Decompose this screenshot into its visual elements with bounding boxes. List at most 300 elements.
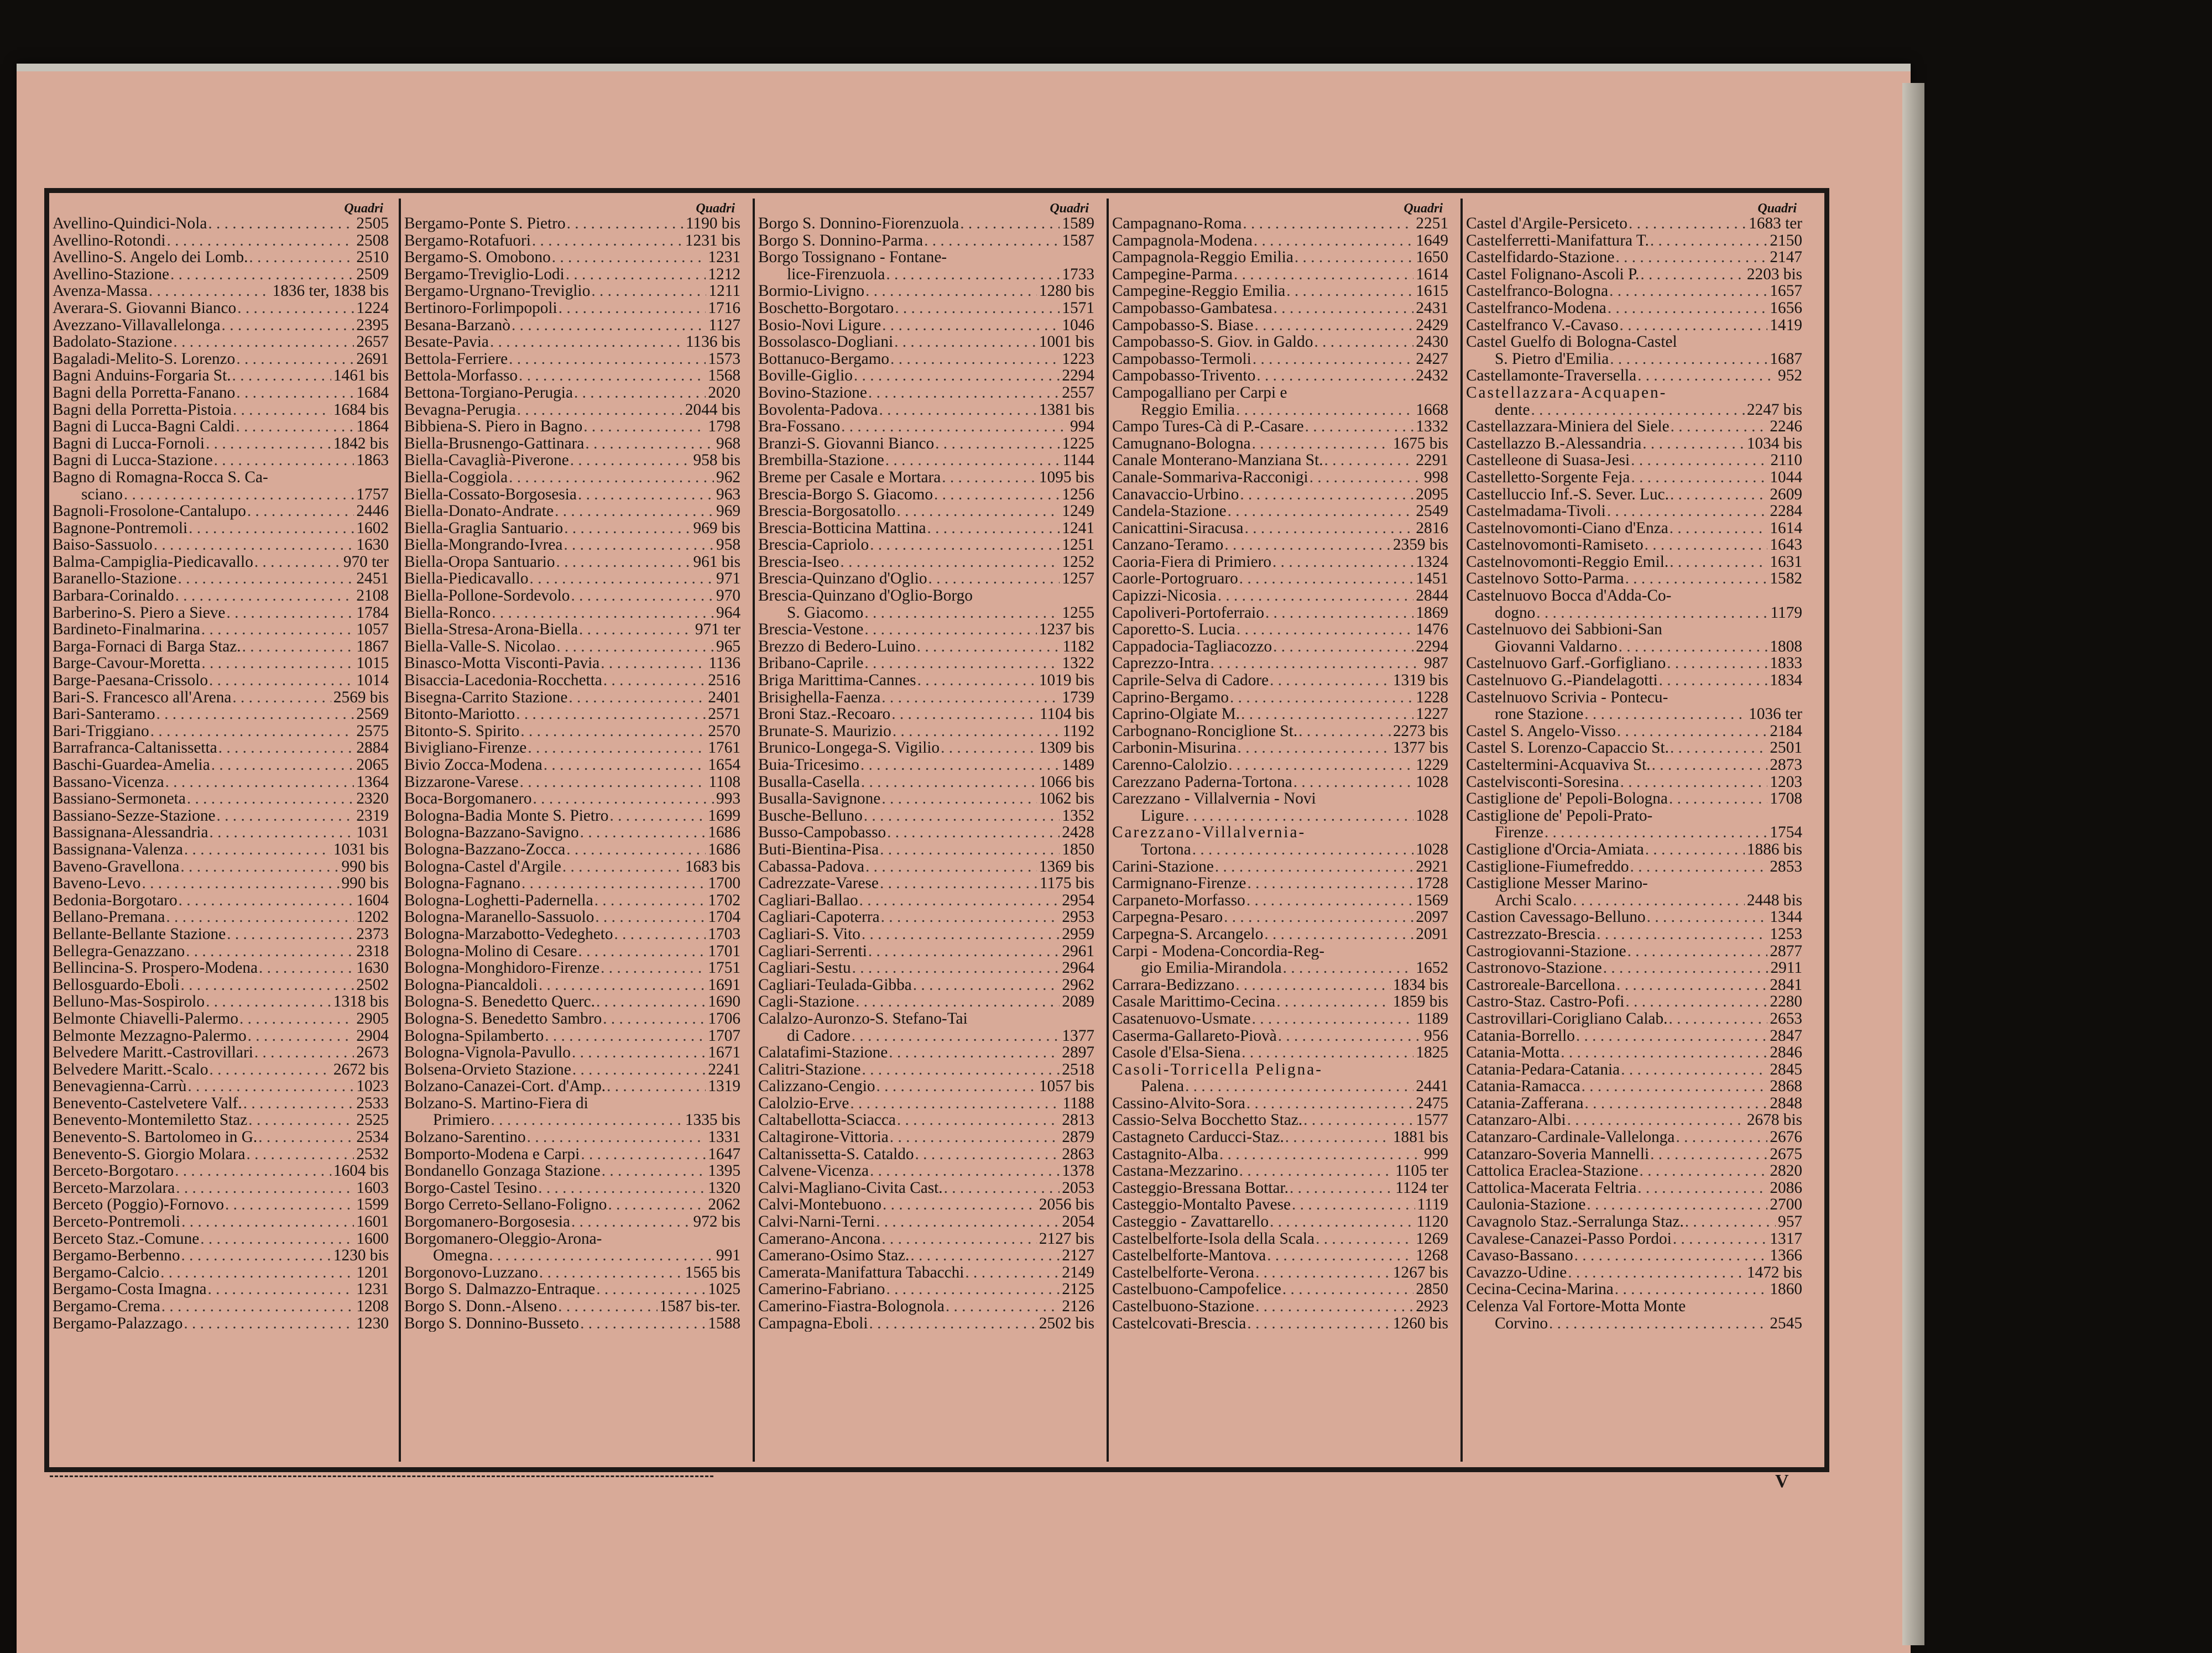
entry-quadro: 1601 (356, 1213, 389, 1230)
index-entry (758, 706, 1100, 723)
entry-name: Bondanello Gonzaga Stazione (404, 1162, 601, 1180)
dot-leader (885, 266, 1060, 283)
dot-leader (186, 790, 354, 807)
entry-name: Canale Monterano-Manziana St. (1112, 452, 1323, 469)
entry-name: Brembilla-Stazione (758, 452, 884, 469)
index-entry (1466, 1298, 1808, 1315)
index-entry (53, 875, 394, 892)
dot-leader (1255, 367, 1413, 384)
index-entry (53, 841, 394, 858)
entry-quadro: 1318 bis (333, 993, 389, 1010)
entry-name: Baranello-Stazione (53, 570, 177, 588)
entry-quadro: 1028 (1416, 807, 1448, 825)
entry-quadro: 2534 (356, 1129, 389, 1146)
entry-quadro: 2549 (1416, 503, 1448, 520)
dot-leader (1624, 993, 1767, 1010)
index-entry (1112, 351, 1454, 368)
entry-name: Cassino-Alvito-Sora (1112, 1094, 1245, 1112)
index-entry (1112, 1095, 1454, 1112)
index-entry (404, 317, 746, 334)
dot-leader (1288, 1180, 1393, 1197)
entry-quadro: 2062 (708, 1196, 740, 1214)
entry-quadro: 1569 (1416, 891, 1448, 909)
dot-leader (526, 739, 706, 757)
entry-quadro: 1320 (708, 1179, 740, 1197)
entry-name: Caulonia-Stazione (1466, 1196, 1586, 1214)
dot-leader (205, 993, 331, 1010)
dot-leader (538, 1264, 683, 1281)
entry-name: Casteggio-Bressana Bottar. (1112, 1179, 1288, 1197)
entry-name: Castana-Mezzarino (1112, 1162, 1238, 1180)
index-entry (404, 655, 746, 672)
entry-quadro: 2318 (356, 942, 389, 960)
dot-leader (864, 283, 1037, 300)
index-entry (1112, 317, 1454, 334)
index-entry (404, 300, 746, 317)
entry-name: Campogalliano per Carpi e (1112, 384, 1287, 401)
entry-name: Castel S. Lorenzo-Capaccio St. (1466, 739, 1669, 757)
entry-quadro: 1119 (1417, 1196, 1448, 1214)
dot-leader (943, 1180, 1060, 1197)
index-entry (404, 841, 746, 858)
index-entry (404, 706, 746, 723)
entry-quadro: 1701 (708, 942, 740, 960)
entry-name: Bologna-Maranello-Sassuolo (404, 909, 594, 926)
entry-name: Cadrezzate-Varese (758, 875, 879, 892)
index-entry (404, 621, 746, 638)
entry-name: Cagliari-Serrenti (758, 942, 867, 960)
entry-quadro: 2056 bis (1039, 1196, 1094, 1214)
entry-quadro: 1654 (708, 757, 740, 774)
index-entry (1466, 723, 1808, 740)
index-entry (758, 249, 1100, 266)
entry-quadro: 1573 (708, 350, 740, 368)
bottom-rule (50, 1475, 713, 1479)
index-entry (1466, 232, 1808, 249)
entry-quadro: 1202 (356, 909, 389, 926)
dot-leader (253, 554, 341, 571)
dot-leader (879, 841, 1060, 858)
entry-name: Bormio-Livigno (758, 283, 865, 300)
entry-name: Bergamo-Crema (53, 1298, 160, 1315)
entry-name: Biella-Brusnengo-Gattinara (404, 435, 585, 452)
entry-name: Casoli-Torricella Peligna- (1112, 1061, 1323, 1078)
entry-quadro: 957 (1778, 1213, 1802, 1230)
index-entry (53, 1044, 394, 1061)
dot-leader (859, 757, 1060, 774)
dot-leader (520, 875, 706, 892)
dot-leader (606, 1078, 706, 1095)
entry-name: rone Stazione (1495, 706, 1584, 723)
index-entry (758, 977, 1100, 994)
index-entry (1466, 943, 1808, 960)
index-entry (1466, 1230, 1808, 1248)
dot-leader (1297, 723, 1391, 740)
entry-quadro: 2569 (356, 706, 389, 723)
dot-leader (1575, 1028, 1768, 1045)
entry-quadro: 1335 bis (685, 1112, 740, 1129)
entry-name: Corvino (1495, 1315, 1548, 1332)
dot-leader (1191, 841, 1414, 858)
entry-name: Castellazzo B.-Alessandria (1466, 435, 1642, 452)
index-entry (53, 351, 394, 368)
dot-leader (909, 1247, 1060, 1264)
entry-name: Brunico-Longega-S. Vigilio (758, 739, 940, 757)
index-entry (758, 266, 1100, 283)
entry-name: Bossolasco-Dogliani (758, 333, 894, 351)
entry-quadro: 1364 (356, 773, 389, 791)
entry-quadro: 1706 (708, 1010, 740, 1028)
entry-name: Canzano-Teramo (1112, 536, 1224, 554)
entry-name: Castelluccio Inf.-S. Sever. Luc. (1466, 486, 1669, 503)
index-entry (53, 1247, 394, 1264)
index-entry (758, 1146, 1100, 1163)
entry-name: Castel Guelfo di Bologna-Castel (1466, 333, 1677, 351)
index-entry (758, 469, 1100, 486)
entry-quadro: 1036 ter (1749, 706, 1802, 723)
index-entry (1466, 774, 1808, 791)
entry-quadro: 1260 bis (1392, 1315, 1448, 1332)
entry-quadro: 2609 (1770, 486, 1802, 503)
entry-quadro: 1700 (708, 875, 740, 892)
index-entry (404, 249, 746, 266)
index-entry (53, 469, 394, 486)
entry-name: Brunate-S. Maurizio (758, 722, 891, 740)
dot-leader (895, 503, 1060, 520)
dot-leader (557, 300, 706, 317)
entry-name: Busalla-Savignone (758, 790, 881, 807)
index-entry (53, 266, 394, 283)
entry-name: Castellazzara-Miniera del Siele (1466, 418, 1670, 435)
index-entry (1466, 520, 1808, 537)
index-entry (1466, 1044, 1808, 1061)
entry-name: Brescia-Borgo S. Giacomo (758, 486, 933, 503)
entry-quadro: 2273 bis (1392, 722, 1448, 740)
dot-leader (1227, 503, 1414, 520)
entry-quadro: 1366 (1770, 1247, 1802, 1264)
entry-quadro: 1603 (356, 1179, 389, 1197)
entry-quadro: 1120 (1416, 1213, 1448, 1230)
entry-quadro: 968 (716, 435, 740, 452)
index-entry (53, 807, 394, 825)
entry-name: Castrezzato-Brescia (1466, 925, 1596, 943)
dot-leader (571, 1044, 706, 1061)
entry-name: Bosio-Novi Ligure (758, 316, 881, 334)
dot-leader (508, 351, 706, 368)
dot-leader (490, 1112, 683, 1129)
index-entry (1112, 1213, 1454, 1230)
entry-quadro: 2184 (1770, 722, 1802, 740)
entry-name: Casole d'Elsa-Siena (1112, 1044, 1241, 1061)
index-entry (53, 1315, 394, 1332)
dot-leader (175, 1180, 354, 1197)
index-entry (53, 401, 394, 419)
dot-leader (200, 655, 354, 672)
entry-name: Calvi-Narni-Terni (758, 1213, 875, 1230)
index-entry (1112, 1044, 1454, 1061)
entry-quadro: 2319 (356, 807, 389, 825)
index-entry (1466, 739, 1808, 757)
index-entry (1466, 841, 1808, 858)
dot-leader (1668, 790, 1767, 807)
column-4 (1112, 202, 1454, 1462)
index-entry (1466, 1213, 1808, 1230)
entry-quadro: 1863 (356, 452, 389, 469)
index-entry (1112, 993, 1454, 1010)
entry-name: Bagni Anduins-Forgaria St. (53, 367, 231, 384)
index-entry (53, 418, 394, 435)
entry-name: Castelletto-Sorgente Feja (1466, 468, 1630, 486)
entry-name: Caoria-Fiera di Primiero (1112, 553, 1272, 571)
entry-quadro: 1643 (1770, 536, 1802, 554)
entry-quadro: 1377 (1062, 1027, 1094, 1045)
dot-leader (258, 960, 354, 977)
index-entry (758, 554, 1100, 571)
dot-leader (563, 520, 691, 537)
dot-leader (869, 1162, 1060, 1180)
dot-leader (537, 1180, 706, 1197)
index-entry (1112, 283, 1454, 300)
index-entry (1112, 1129, 1454, 1146)
column-heading: Quadri (344, 201, 383, 216)
dot-leader (1630, 469, 1767, 486)
entry-name: Candela-Stazione (1112, 503, 1227, 520)
dot-leader (914, 1146, 1060, 1163)
entry-name: Boville-Giglio (758, 367, 853, 384)
entry-name: Barberino-S. Piero a Sieve (53, 604, 226, 622)
entry-quadro: 1269 (1416, 1230, 1448, 1248)
dot-leader (880, 689, 1060, 706)
entry-quadro: 2505 (356, 215, 389, 232)
entry-name: Cagliari-Sestu (758, 960, 851, 977)
entry-name: Borgonovo-Luzzano (404, 1264, 538, 1281)
index-entry (404, 1247, 746, 1264)
entry-name: Benevento-S. Giorgio Molara (53, 1145, 246, 1163)
dot-leader (149, 723, 354, 740)
entry-quadro: 1369 bis (1039, 858, 1094, 875)
entry-quadro: 990 bis (341, 875, 389, 892)
entry-name: Castelbuono-Stazione (1112, 1298, 1255, 1315)
entry-name: Castelnovo Sotto-Parma (1466, 570, 1624, 588)
entry-name: Bergamo-Urgnano-Treviglio (404, 283, 591, 300)
dot-leader (1246, 1315, 1390, 1332)
entry-name: Caporetto-S. Lucia (1112, 621, 1235, 638)
entry-quadro: 1630 (356, 960, 389, 977)
entry-name: sciano (81, 486, 123, 503)
index-entry (758, 367, 1100, 384)
entry-name: Caserma-Gallareto-Piovà (1112, 1027, 1277, 1045)
entry-quadro: 991 (716, 1247, 740, 1264)
entry-quadro: 2086 (1770, 1179, 1802, 1197)
entry-quadro: 2575 (356, 722, 389, 740)
index-entry (1466, 266, 1808, 283)
entry-name: Caprezzo-Intra (1112, 655, 1209, 672)
entry-name: Brisighella-Faenza (758, 689, 881, 706)
entry-quadro: 2525 (356, 1112, 389, 1129)
entry-name: Belvedere Maritt.-Castrovillari (53, 1044, 253, 1061)
entry-name: Castel d'Argile-Persiceto (1466, 215, 1627, 232)
dot-leader (1626, 943, 1768, 960)
entry-quadro: 2451 (356, 570, 389, 588)
index-entry (1112, 1315, 1454, 1332)
dot-leader (577, 943, 706, 960)
dot-leader (1251, 435, 1391, 452)
dot-leader (562, 536, 714, 554)
entry-quadro: 2545 (1770, 1315, 1802, 1332)
dot-leader (1237, 739, 1391, 757)
entry-name: di Cadore (787, 1027, 851, 1045)
entry-name: Bologna-Vignola-Pavullo (404, 1044, 571, 1061)
entry-quadro: 1031 bis (333, 841, 389, 858)
dot-leader (861, 1061, 1060, 1078)
entry-quadro: 1378 (1062, 1162, 1094, 1180)
index-entry (758, 858, 1100, 875)
dot-leader (580, 1146, 706, 1163)
dot-leader (864, 858, 1037, 875)
index-entry (1112, 249, 1454, 266)
entry-name: Cagliari-S. Vito (758, 925, 860, 943)
entry-quadro: 1255 (1062, 604, 1094, 622)
dot-leader (183, 841, 331, 858)
entry-name: Campegine-Parma (1112, 265, 1233, 283)
dot-leader (238, 1010, 354, 1028)
entry-quadro: 2065 (356, 757, 389, 774)
index-entry (404, 1028, 746, 1045)
entry-quadro: 2844 (1416, 587, 1448, 604)
index-entry (404, 824, 746, 841)
dot-leader (927, 570, 1060, 587)
entry-name: Bologna-Marzabotto-Vedegheto (404, 925, 613, 943)
index-entry (404, 536, 746, 554)
dot-leader (532, 790, 714, 807)
dot-leader (542, 757, 706, 774)
entry-quadro: 1733 (1062, 265, 1094, 283)
dot-leader (186, 1078, 354, 1095)
entry-quadro: 1224 (356, 299, 389, 317)
entry-name: Camerino-Fiastra-Bolognola (758, 1298, 945, 1315)
dot-leader (555, 554, 691, 571)
entry-quadro: 1344 (1770, 909, 1802, 926)
entry-name: Baveno-Levo (53, 875, 141, 892)
entry-name: Bassiano-Sermoneta (53, 790, 186, 807)
entry-name: Castagnito-Alba (1112, 1145, 1219, 1163)
entry-quadro: 2923 (1416, 1298, 1448, 1315)
index-entry (404, 351, 746, 368)
entry-quadro: 958 (716, 536, 740, 554)
entry-name: Palena (1141, 1078, 1185, 1095)
dot-leader (881, 1196, 1037, 1213)
index-entry (1112, 960, 1454, 977)
entry-name: Castelfranco-Modena (1466, 299, 1606, 317)
index-entry (404, 1315, 746, 1332)
entry-quadro: 1631 (1770, 553, 1802, 571)
entry-name: Catanzaro-Soveria Mannelli (1466, 1145, 1650, 1163)
dot-leader (916, 672, 1037, 689)
column-3 (758, 202, 1100, 1462)
entry-name: Bari-Triggiano (53, 722, 149, 740)
entry-quadro: 1565 bis (685, 1264, 740, 1281)
entry-quadro: 1808 (1770, 638, 1802, 655)
dot-leader (1584, 1095, 1768, 1112)
index-entry (53, 1061, 394, 1078)
index-entry (1112, 621, 1454, 638)
entry-quadro: 1280 bis (1039, 283, 1094, 300)
dot-leader (1619, 317, 1768, 334)
entry-name: Castronovo-Stazione (1466, 960, 1602, 977)
entry-name: Bellante-Bellante Stazione (53, 925, 226, 943)
dot-leader (959, 215, 1060, 232)
entry-name: Boca-Borgomanero (404, 790, 532, 807)
index-entry (1112, 503, 1454, 520)
dot-leader (225, 604, 354, 622)
index-entry (1466, 1196, 1808, 1213)
dot-leader (165, 909, 354, 926)
entry-name: Castiglione de' Pepoli-Prato- (1466, 807, 1653, 825)
entry-quadro: 963 (716, 486, 740, 503)
index-entry (1112, 977, 1454, 994)
dot-leader (570, 587, 714, 604)
index-entry (404, 232, 746, 249)
dot-leader (1254, 1264, 1391, 1281)
index-entry (758, 401, 1100, 419)
index-entry (404, 638, 746, 655)
index-entry (1466, 435, 1808, 452)
entry-name: Carbognano-Ronciglione St. (1112, 722, 1298, 740)
index-entry (404, 1095, 746, 1112)
index-entry (404, 757, 746, 774)
dot-leader (593, 892, 706, 909)
index-entry (53, 249, 394, 266)
entry-quadro: 2953 (1062, 909, 1094, 926)
index-entry (758, 1298, 1100, 1315)
entry-name: Belluno-Mas-Sospirolo (53, 993, 205, 1010)
index-entry (1112, 215, 1454, 232)
entry-name: Busso-Campobasso (758, 824, 886, 841)
dot-leader (1238, 570, 1414, 587)
dot-leader (1227, 757, 1413, 774)
entry-quadro: 2673 (356, 1044, 389, 1061)
entry-name: Bari-S. Francesco all'Arena (53, 689, 232, 706)
column-heading: Quadri (1050, 201, 1089, 216)
entry-quadro: 1319 (708, 1078, 740, 1095)
entry-quadro: 1869 (1416, 604, 1448, 622)
index-entry (1112, 435, 1454, 452)
index-entry (1112, 604, 1454, 622)
entry-name: Binasco-Motta Visconti-Pavia (404, 655, 600, 672)
dot-leader (880, 1230, 1037, 1248)
index-entry (53, 943, 394, 960)
index-entry (758, 960, 1100, 977)
index-entry (758, 1230, 1100, 1248)
dot-leader (169, 266, 354, 283)
index-entry (1466, 621, 1808, 638)
dot-leader (868, 1315, 1037, 1332)
index-entry (53, 435, 394, 452)
entry-name: Bologna-Loghetti-Padernella (404, 891, 593, 909)
dot-leader (177, 570, 354, 587)
entry-quadro: 2428 (1062, 824, 1094, 841)
dot-leader (1573, 1247, 1768, 1264)
entry-quadro: 1703 (708, 925, 740, 943)
entry-quadro: 2431 (1416, 299, 1448, 317)
entry-name: Cagli-Stazione (758, 993, 855, 1010)
entry-name: Bolsena-Orvieto Stazione (404, 1061, 571, 1078)
entry-quadro: 1615 (1416, 283, 1448, 300)
entry-name: Bologna-Piancaldoli (404, 976, 538, 994)
dot-leader (153, 536, 354, 554)
entry-quadro: 970 ter (343, 553, 389, 571)
entry-quadro: 1600 (356, 1230, 389, 1248)
